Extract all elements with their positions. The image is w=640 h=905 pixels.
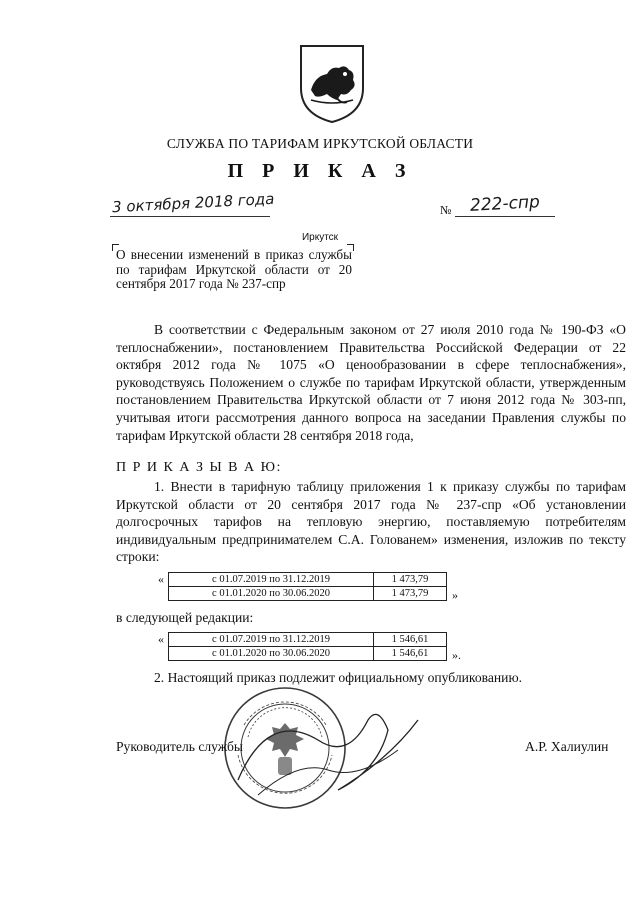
table-cell-value: 1 546,61	[374, 633, 447, 647]
document-number: 222-спр	[469, 192, 541, 216]
number-label: №	[440, 203, 452, 217]
handwritten-signature-icon	[228, 700, 428, 810]
new-rates-table	[168, 632, 447, 661]
item-1-paragraph: 1. Внести в тарифную таблицу приложения 1 к приказу службы по тарифам Иркутской области от 20 сентября 2017 года № 237-спр «Об установлении долгосрочных тарифов на тепловую энергию, поставляемую потребителям индивидуальным предпринимателем С.А. Голованем» изменения, изложив по тексту строки:	[116, 479, 626, 565]
order-word: П Р И К А З Ы В А Ю:	[116, 460, 282, 475]
old-rates-table	[168, 572, 447, 601]
table-row	[169, 633, 447, 647]
document-type: П Р И К А З	[227, 160, 413, 182]
signatory-name: А.Р. Халиулин	[525, 739, 609, 754]
table-row	[169, 587, 447, 601]
quote-open: «	[158, 572, 164, 586]
document-date: 3 октября 2018 года	[111, 189, 275, 217]
signatory-title: Руководитель службы	[116, 739, 244, 754]
table-cell-period: с 01.01.2020 по 30.06.2020	[169, 647, 374, 661]
preamble-paragraph: В соответствии с Федеральным законом от 27 июля 2010 года № 190-ФЗ «О теплоснабжении», постановлением Правительства Российской Федерации от 22 октября 2012 года № 1075 «О ценообразовании в сфере теплоснабжения», руководствуясь Положением о службе по тарифам Иркутской области, утвержденным постановлением Правительства Иркутской области от 7 июня 2012 года № 303-пп, учитывая итоги рассмотрения данного вопроса на заседании Правления службы по тарифам Иркутской области 28 сентября 2018 года,	[116, 322, 626, 443]
new-edition-label: в следующей редакции:	[116, 610, 254, 625]
table-row	[169, 647, 447, 661]
number-underline	[455, 216, 555, 217]
table-cell-value: 1 473,79	[374, 587, 447, 601]
organization-name: СЛУЖБА ПО ТАРИФАМ ИРКУТСКОЙ ОБЛАСТИ	[166, 136, 474, 151]
table-cell-value: 1 473,79	[374, 573, 447, 587]
table-cell-value: 1 546,61	[374, 647, 447, 661]
city-name: Иркутск	[301, 232, 339, 243]
quote-open: «	[158, 632, 164, 646]
coat-of-arms-icon	[297, 42, 367, 124]
table-row	[169, 573, 447, 587]
table-cell-period: с 01.01.2020 по 30.06.2020	[169, 587, 374, 601]
quote-close: ».	[452, 648, 461, 662]
quote-close: »	[452, 588, 458, 602]
document-subject: О внесении изменений в приказ службы по тарифам Иркутской области от 20 сентября 2017 года № 237-спр	[116, 247, 352, 291]
table-cell-period: с 01.07.2019 по 31.12.2019	[169, 573, 374, 587]
table-cell-period: с 01.07.2019 по 31.12.2019	[169, 633, 374, 647]
date-underline	[110, 216, 270, 217]
item-2-paragraph: 2. Настоящий приказ подлежит официальному опубликованию.	[154, 670, 522, 685]
